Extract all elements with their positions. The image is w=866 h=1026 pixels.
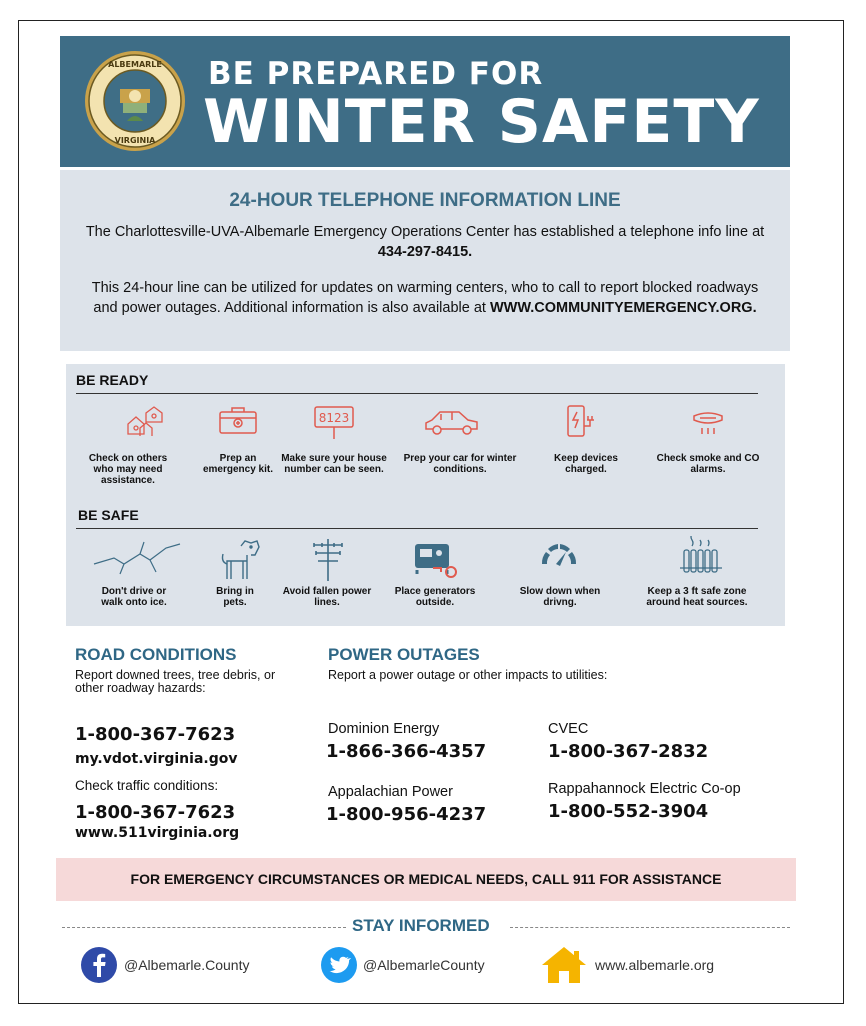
info-title: 24-HOUR TELEPHONE INFORMATION LINE xyxy=(229,190,621,211)
stay-informed-title: STAY INFORMED xyxy=(352,916,490,935)
stay-divider-left xyxy=(62,927,346,928)
county-seal-icon xyxy=(83,49,187,153)
header-line1: BE PREPARED FOR xyxy=(208,56,544,92)
twitter-handle[interactable]: @AlbemarleCounty xyxy=(363,957,485,973)
safe-item-slow-down: Slow down when drivng. xyxy=(519,586,601,608)
facebook-icon[interactable] xyxy=(80,946,118,984)
speedometer-icon xyxy=(538,540,580,576)
svg-text:8123: 8123 xyxy=(318,411,350,425)
ready-item-devices: Keep devices charged. xyxy=(554,453,618,475)
home-icon[interactable] xyxy=(540,945,588,985)
safe-item-pets: Bring in pets. xyxy=(216,586,254,608)
utility-name-appalachian: Appalachian Power xyxy=(328,784,453,800)
road-website-2[interactable]: www.511virginia.org xyxy=(75,825,240,841)
svg-text:ALBEMARLE: ALBEMARLE xyxy=(108,60,162,69)
road-conditions-desc: Report downed trees, tree debris, or other roadway hazards: xyxy=(75,668,276,695)
be-safe-label: BE SAFE xyxy=(78,507,139,523)
be-ready-rule xyxy=(76,393,758,394)
house-number-sign-icon xyxy=(313,405,355,441)
dog-icon xyxy=(219,538,261,582)
houses-icon xyxy=(124,404,166,438)
road-phone-1: 1-800-367-7623 xyxy=(75,724,236,745)
road-phone-2: 1-800-367-7623 xyxy=(75,802,236,823)
ready-item-alarms: Check smoke and CO alarms. xyxy=(656,453,760,475)
website-link[interactable]: www.albemarle.org xyxy=(595,957,715,973)
power-pole-icon xyxy=(310,537,346,583)
road-conditions-title: ROAD CONDITIONS xyxy=(75,645,237,664)
ready-item-emergency-kit: Prep an emergency kit. xyxy=(202,453,274,475)
power-outages-title: POWER OUTAGES xyxy=(328,645,480,664)
first-aid-kit-icon xyxy=(218,405,258,435)
utility-phone-dominion: 1-866-366-4357 xyxy=(326,741,487,762)
stay-divider-right xyxy=(510,927,790,928)
power-outages-desc: Report a power outage or other impacts to utilities: xyxy=(328,668,608,682)
utility-name-dominion: Dominion Energy xyxy=(328,721,440,737)
phone-charging-icon xyxy=(565,404,599,440)
utility-phone-rappahannock: 1-800-552-3904 xyxy=(548,801,709,822)
utility-name-cvec: CVEC xyxy=(548,721,589,737)
radiator-icon xyxy=(678,536,724,580)
ready-item-prep-car: Prep your car for winter conditions. xyxy=(403,453,517,475)
emergency-text: FOR EMERGENCY CIRCUMSTANCES OR MEDICAL NEEDS, CALL 911 FOR ASSISTANCE xyxy=(130,871,722,887)
info-paragraph-1: The Charlottesville-UVA-Albemarle Emergency Operations Center has established a telephone info line at 434-297-8415. xyxy=(85,224,765,260)
safe-item-heat-sources: Keep a 3 ft safe zone around heat sources. xyxy=(646,586,748,608)
ready-item-house-number: Make sure your house number can be seen. xyxy=(281,453,387,475)
car-icon xyxy=(423,408,481,438)
road-website-1[interactable]: my.vdot.virginia.gov xyxy=(75,751,238,767)
safe-item-ice: Don't drive or walk onto ice. xyxy=(101,586,167,608)
utility-phone-appalachian: 1-800-956-4237 xyxy=(326,804,487,825)
facebook-handle[interactable]: @Albemarle.County xyxy=(124,957,250,973)
twitter-icon[interactable] xyxy=(320,946,358,984)
info-paragraph-2: This 24-hour line can be utilized for updates on warming centers, who to call to report blocked roadways and power outages. Additional information is also available at WWW.COMMUNITYEMERGENCY.ORG. xyxy=(91,280,759,316)
be-safe-rule xyxy=(76,528,758,529)
road-check-traffic: Check traffic conditions: xyxy=(75,778,219,793)
be-ready-label: BE READY xyxy=(76,372,149,388)
safe-item-generators: Place generators outside. xyxy=(394,586,476,608)
generator-icon xyxy=(413,540,459,580)
utility-name-rappahannock: Rappahannock Electric Co-op xyxy=(548,781,741,797)
ready-item-check-others: Check on others who may need assistance. xyxy=(88,453,168,486)
header-title: WINTER SAFETY xyxy=(203,87,760,157)
smoke-alarm-icon xyxy=(692,408,724,438)
utility-phone-cvec: 1-800-367-2832 xyxy=(548,741,709,762)
cracked-ice-icon xyxy=(92,538,184,578)
svg-text:VIRGINIA: VIRGINIA xyxy=(114,136,156,145)
safe-item-power-lines: Avoid fallen power lines. xyxy=(282,586,372,608)
